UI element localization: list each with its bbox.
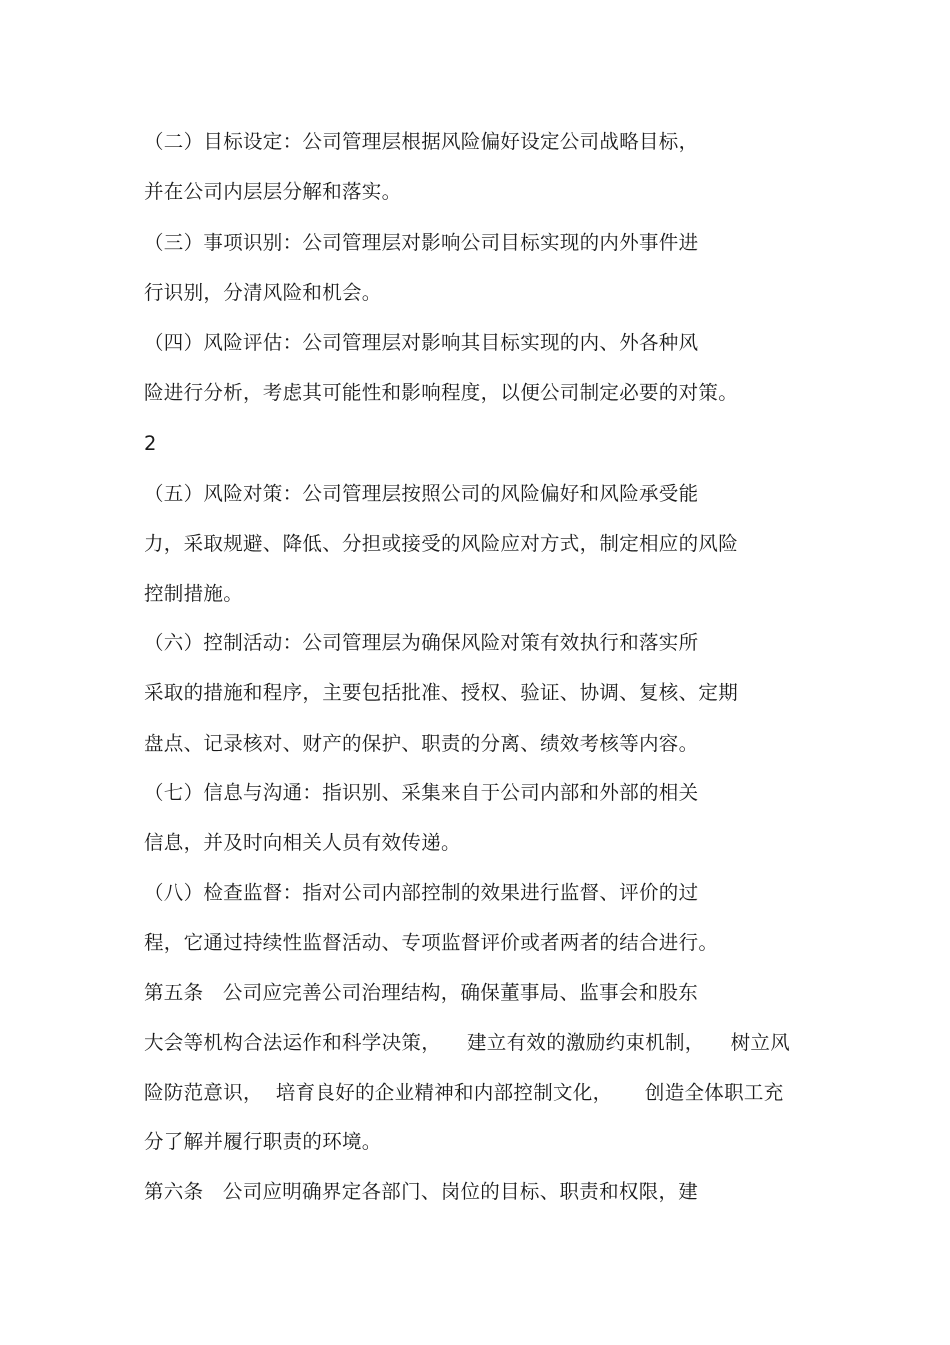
text-line: 险防范意识， 培育良好的企业精神和内部控制文化， 创造全体职工充 <box>144 1081 784 1104</box>
text-line: （二）目标设定：公司管理层根据风险偏好设定公司战略目标， <box>144 130 699 153</box>
page-number: 2 <box>144 432 157 455</box>
text-line: 信息，并及时向相关人员有效传递。 <box>144 831 461 854</box>
text-line: （八）检查监督：指对公司内部控制的效果进行监督、评价的过 <box>144 881 699 904</box>
text-line: （六）控制活动：公司管理层为确保风险对策有效执行和落实所 <box>144 631 699 654</box>
text-line: 采取的措施和程序，主要包括批准、授权、验证、协调、复核、定期 <box>144 681 739 704</box>
text-line: 并在公司内层层分解和落实。 <box>144 180 402 203</box>
text-line: 控制措施。 <box>144 582 244 605</box>
text-line: 力，采取规避、降低、分担或接受的风险应对方式，制定相应的风险 <box>144 532 739 555</box>
article-line: 第五条 公司应完善公司治理结构，确保董事局、监事会和股东 <box>144 981 699 1004</box>
text-line: 盘点、记录核对、财产的保护、职责的分离、绩效考核等内容。 <box>144 732 699 755</box>
text-line: （七）信息与沟通：指识别、采集来自于公司内部和外部的相关 <box>144 781 699 804</box>
text-line: （四）风险评估：公司管理层对影响其目标实现的内、外各种风 <box>144 331 699 354</box>
text-line: （五）风险对策：公司管理层按照公司的风险偏好和风险承受能 <box>144 482 699 505</box>
text-line: 大会等机构合法运作和科学决策， 建立有效的激励约束机制， 树立风 <box>144 1031 790 1054</box>
text-line: 险进行分析，考虑其可能性和影响程度，以便公司制定必要的对策。 <box>144 381 739 404</box>
article-line: 第六条 公司应明确界定各部门、岗位的目标、职责和权限，建 <box>144 1180 699 1203</box>
text-line: 行识别，分清风险和机会。 <box>144 281 382 304</box>
text-line: 分了解并履行职责的环境。 <box>144 1130 382 1153</box>
text-line: 程，它通过持续性监督活动、专项监督评价或者两者的结合进行。 <box>144 931 719 954</box>
text-line: （三）事项识别：公司管理层对影响公司目标实现的内外事件进 <box>144 231 699 254</box>
